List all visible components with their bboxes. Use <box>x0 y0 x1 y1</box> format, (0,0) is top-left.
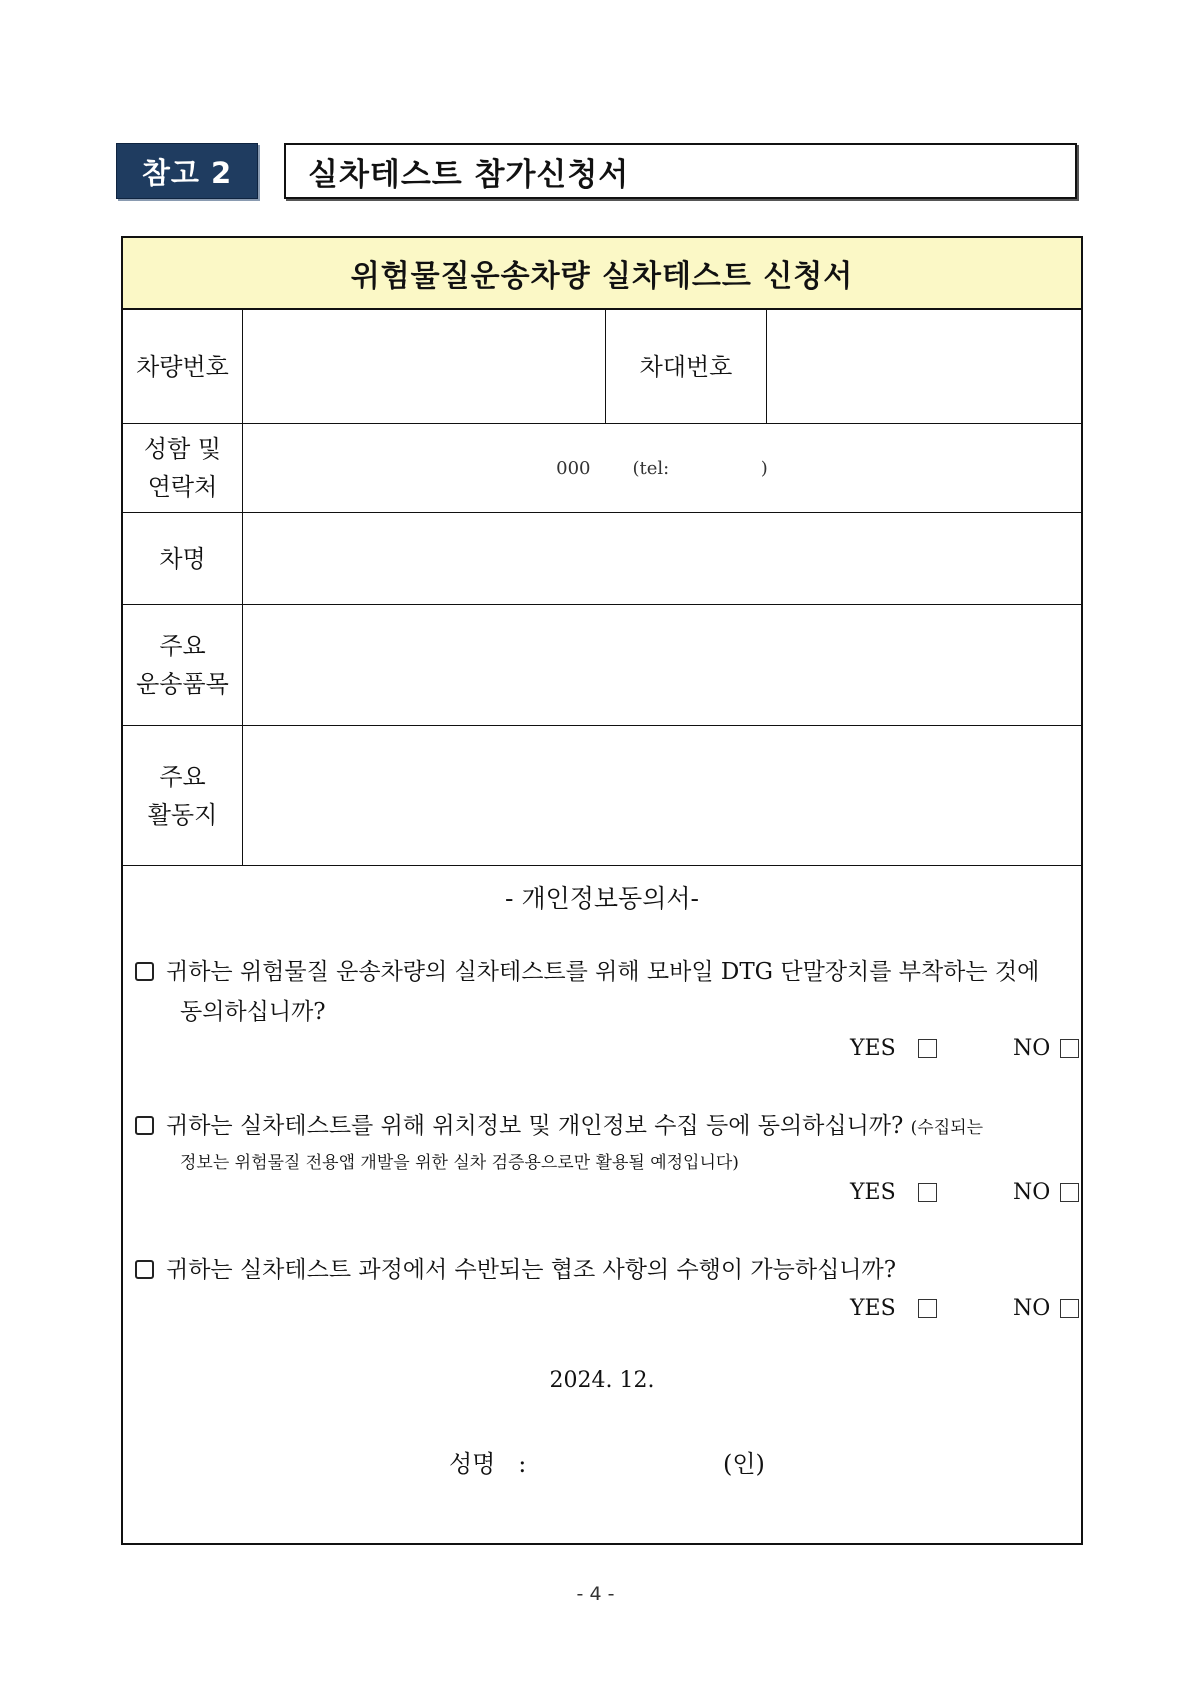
consent-title: - 개인정보동의서- <box>505 884 699 913</box>
question-3-text-line1: 귀하는 실차테스트 과정에서 수반되는 협조 사항의 수행이 가능하십니까? <box>166 1257 897 1283</box>
main-cargo-label <box>123 605 243 725</box>
question-3-no-checkbox[interactable] <box>1060 1299 1079 1318</box>
row-main-cargo <box>123 605 1081 726</box>
vehicle-name-input[interactable] <box>243 513 1081 604</box>
question-3-yes-checkbox[interactable] <box>918 1299 937 1318</box>
seal-label: (인) <box>723 1450 765 1478</box>
question-2-text-line1: 귀하는 실차테스트를 위해 위치정보 및 개인정보 수집 등에 동의하십니까? <box>166 1113 904 1139</box>
question-2-checkbox[interactable] <box>135 1116 154 1135</box>
consent-question-1 <box>135 952 1079 1032</box>
question-1-yes-label: YES <box>850 1036 896 1061</box>
activity-area-input[interactable] <box>243 726 1081 865</box>
main-cargo-label-line2: 운송품목 <box>136 670 229 698</box>
page-number: - 4 - <box>576 1583 615 1605</box>
question-2-no[interactable] <box>1013 1180 1079 1205</box>
consent-question-2 <box>135 1106 1079 1178</box>
page-title: 실차테스트 참가신청서 <box>284 143 1077 199</box>
question-3-yes[interactable] <box>850 1296 937 1321</box>
main-cargo-label-line1: 주요 <box>159 632 206 660</box>
question-2-yes-label: YES <box>850 1180 896 1205</box>
question-3-no-label: NO <box>1013 1296 1051 1321</box>
row-name-contact <box>123 424 1081 513</box>
name-contact-label-line1: 성함 및 <box>143 435 222 463</box>
question-1-text-line2: 동의하십니까? <box>180 999 326 1025</box>
row-activity-area <box>123 726 1081 866</box>
question-2-note-start: (수집되는 <box>910 1118 983 1138</box>
application-form <box>121 236 1083 1545</box>
question-1-no[interactable] <box>1013 1036 1079 1061</box>
form-title: 위험물질운송차량 실차테스트 신청서 <box>123 238 1081 310</box>
question-2-yes-checkbox[interactable] <box>918 1183 937 1202</box>
reference-badge: 참고 2 <box>116 143 258 199</box>
vehicle-number-input[interactable] <box>243 310 606 423</box>
question-3-checkbox[interactable] <box>135 1260 154 1279</box>
question-3-yes-label: YES <box>850 1296 896 1321</box>
activity-area-label <box>123 726 243 865</box>
vehicle-name-label: 차명 <box>123 513 243 604</box>
question-1-checkbox[interactable] <box>135 962 154 981</box>
contact-tel: (tel: ) <box>632 457 768 479</box>
question-3-no[interactable] <box>1013 1296 1079 1321</box>
question-2-no-label: NO <box>1013 1180 1051 1205</box>
question-1-text-line1: 귀하는 위험물질 운송차량의 실차테스트를 위해 모바일 DTG 단말장치를 부착하는 것에 <box>166 959 1040 985</box>
name-contact-label <box>123 424 243 512</box>
name-contact-label-line2: 연락처 <box>147 473 218 501</box>
row-vehicle-name <box>123 513 1081 605</box>
chassis-number-input[interactable] <box>767 310 1081 423</box>
consent-question-3 <box>135 1250 1079 1290</box>
question-2-no-checkbox[interactable] <box>1060 1183 1079 1202</box>
question-1-yes[interactable] <box>850 1036 937 1061</box>
row-vehicle-number <box>123 310 1081 424</box>
question-1-no-checkbox[interactable] <box>1060 1039 1079 1058</box>
question-2-note: 정보는 위험물질 전용앱 개발을 위한 실차 검증용으로만 활용될 예정입니다) <box>180 1153 739 1173</box>
activity-area-label-line1: 주요 <box>159 762 206 791</box>
contact-name-placeholder: 000 <box>556 457 591 479</box>
main-cargo-input[interactable] <box>243 605 1081 725</box>
chassis-number-label: 차대번호 <box>606 310 767 423</box>
name-contact-input[interactable] <box>243 424 1081 512</box>
signature-label: 성명 : <box>449 1450 527 1478</box>
question-1-no-label: NO <box>1013 1036 1051 1061</box>
activity-area-label-line2: 활동지 <box>147 800 218 829</box>
vehicle-number-label: 차량번호 <box>123 310 243 423</box>
question-1-yes-checkbox[interactable] <box>918 1039 937 1058</box>
application-date: 2024. 12. <box>549 1368 655 1393</box>
question-2-yes[interactable] <box>850 1180 937 1205</box>
